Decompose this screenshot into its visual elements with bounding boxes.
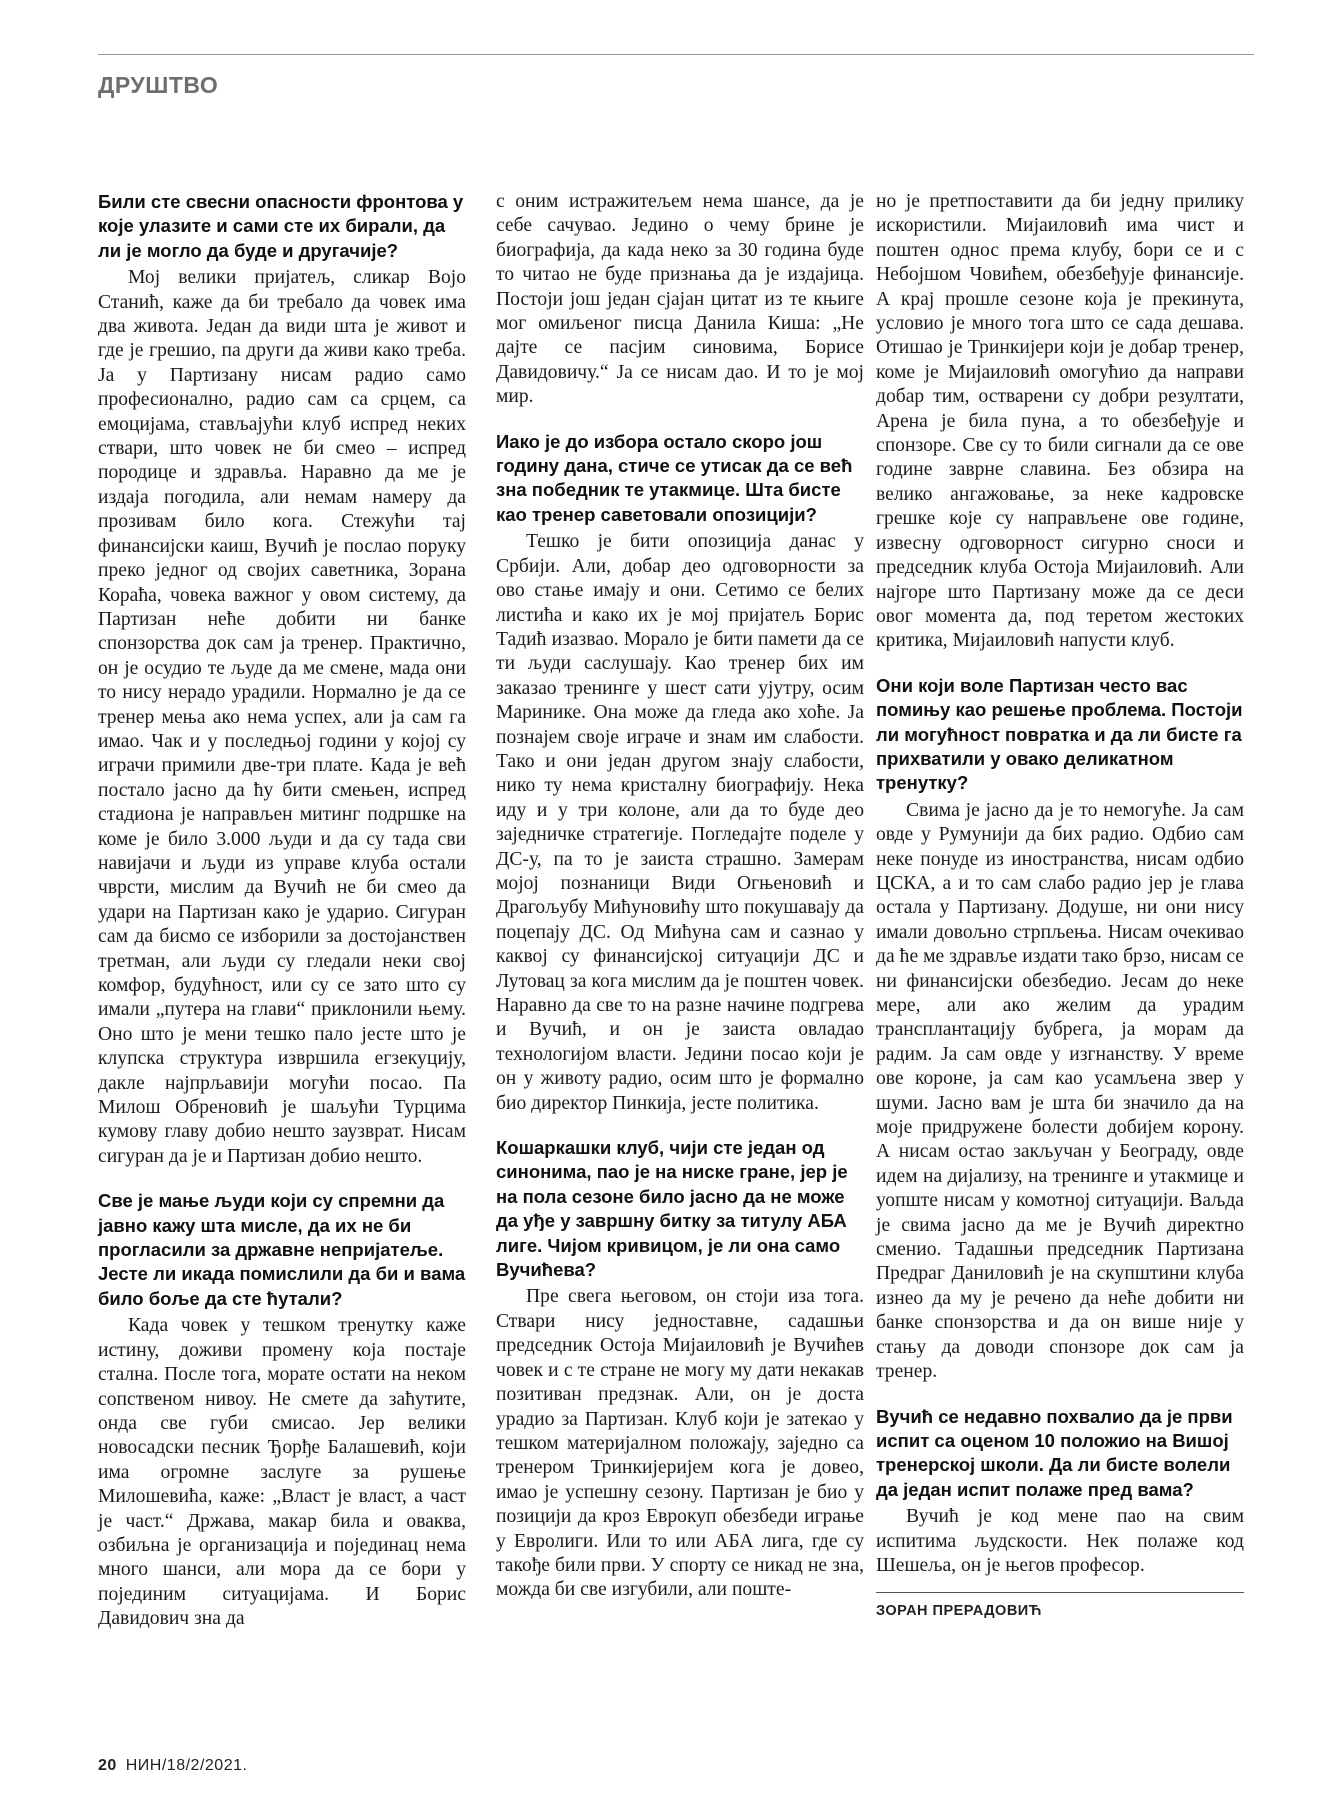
question-5: Они који воле Партизан често вас помињу као решење проблема. Постоји ли могућност повратка и да ли бисте га прихватили у овако деликатном тренутку? xyxy=(876,674,1243,794)
page-number: 20 xyxy=(98,1757,117,1774)
page-footer xyxy=(98,1757,247,1775)
section-label: ДРУШТВО xyxy=(98,72,219,98)
answer-4-continued: но је претпоставити да би једну прилику искористили. Мијаиловић има чист и поштен однос према клубу, бори се и с Небојшом Човићем, обезбеђује финансије. А крај прошле сезоне која је прекинута, условио је много тога што се сада дешава. Отишао је Тринкијери који је добар тренер, коме је Мијаиловић омогућио да направи добар тим, остварени су добри резултати, Арена је била пуна, а то обезбеђује и спонзоре. Све су то били сигнали да се ове године заврне славина. Без обзира на велико ангажовање, за неке кадровске грешке које су направљене ове године, извесну одговорност сигурно сноси и председник клуба Остоја Мијаиловић. Али најгоре што Партизану може да се деси овог момента да, под теретом жестоких критика, Мијаиловић напусти клуб. xyxy=(876,191,1244,652)
spacer xyxy=(98,1169,466,1189)
question-2: Све је мање људи који су спремни да јавно кажу шта мисле, да их не би прогласили за државне непријатеље. Јесте ли икада помислили да би и вама било боље да сте ћутали? xyxy=(98,1190,466,1309)
top-rule xyxy=(98,54,1254,55)
spacer xyxy=(876,1385,1244,1405)
column-2 xyxy=(496,190,864,1603)
column-3 xyxy=(876,190,1244,1619)
question-4: Кошаркашки клуб, чији сте један од синонима, пао је на ниске гране, јер је на пола сезоне било јасно да не може да уђе у завршну битку за титулу АБА лиге. Чијом кривицом, је ли она само Вучићева? xyxy=(496,1137,848,1281)
publication-info: НИН/18/2/2021. xyxy=(125,1757,248,1774)
spacer xyxy=(496,410,864,430)
column-1 xyxy=(98,190,466,1632)
question-1: Били сте свесни опасности фронтова у које улазите и сами сте их бирали, да ли је могло да буде и другачије? xyxy=(98,191,464,261)
author-name: ЗОРАН ПРЕРАДОВИЋ xyxy=(876,1603,1042,1620)
answer-1: Мој велики пријатељ, сликар Војо Станић, каже да би требало да човек има два живота. Један да види шта је живот и где је грешио, па други да живи како треба. Ја у Партизану нисам радио само професионално, радио сам са срцем, са емоцијама, стављајући клуб испред неких ствари, што човек не би смео – испред породице и здравља. Наравно да ме је издаја погодила, али немам намеру да прозивам било кога. Стежући тај финансијски каиш, Вучић је послао поруку преко једног од својих саветника, Зорана Корaћа, човека важног у овом систему, да Партизан неће добити ни банке спонзорства док сам ја тренер. Практично, он је осудио те људе да ме смене, мада они то нису нерадо урадили. Нормално је да се тренер мења ако нема успех, али ја сам га имао. Чак и у последњој години у којој су играчи примили две-три плате. Када је већ постало јасно да ћу бити смењен, испред стадиона је направљен митинг подршке на коме је било 3.000 људи и да су тада сви навијачи и људи из управе клуба остали чврсти, мислим да Вучић не би смео да удари на Партизан како је ударио. Сигуран сам да бисмо се изборили за достојанствен третман, али људи су гледали неки свој комфор, будућност, или су се зато што су имали „путера на глави“ приклонили њему. Оно што је мени тешко пало јесте што је клупска структура извршила егзекуцију, дакле најпрљавији могући посао. Па Милош Обреновић је шаљући Турцима кумову главу добио нешто заузврат. Нисам сигуран да је и Партизан добио нешто. xyxy=(98,267,466,1167)
spacer xyxy=(496,1116,864,1136)
question-3: Иако је до избора остало скоро још годину дана, стиче се утисак да се већ зна победник те утакмице. Шта бисте као тренер саветовали опозицији? xyxy=(496,430,853,525)
answer-3: Тешко је бити опозиција данас у Србији. Али, добар део одговорности за ово стање имају и они. Сетимо се белих листића и како их је мој пријатељ Борис Тадић изазвао. Морало је бити памети да се ти људи саслушају. Као тренер бих им заказао тренинге у шест сати ујутру, осим Маринике. Она може да гледа ако хоће. Ја познајем своје играче и знам им слабости. Тако и они један другом знају слабости, нико ту нема кристалну биографију. Нека иду и у три колоне, али да то буде део заједничке стратегије. Погледајте поделе у ДС-у, па то је заиста страшно. Замерам мојој познаници Види Огњеновић и Драгољубу Мићуновићу што покушавају да поцепају ДС. Од Мићуна сам и сазнао у каквој су финансијској ситуацији ДС и Лутовац за кога мислим да је поштен човек. Наравно да све то на разне начине подгрева и Вучић, и он је заиста овладао технологијом власти. Једини посао који је он у животу радио, осим што је формално био директор Пинкија, јесте политика. xyxy=(496,531,864,1114)
answer-2: Када човек у тешком тренутку каже истину, доживи промену која постаје стална. После тога, морате остати на неком сопственом нивоу. Не смете да заћутите, онда све губи смисао. Јер велики новосадски песник Ђорђе Балашевић, који има огромне заслуге за рушење Милошевића, каже: „Власт је власт, а част је част.“ Држава, макар била и оваква, озбиљна је организација и појединац нема много шанси, али мора да се бори у појединим ситуацијама. И Борис Давидович зна да xyxy=(98,1315,466,1630)
author-rule xyxy=(876,1592,1244,1593)
answer-4: Пре свега његовом, он стоји иза тога. Ствари нису једноставне, садашњи председник Остоја Мијаиловић је Вучићев човек и с те стране не могу му дати некакав позитиван предзнак. Али, он је доста урадио за Партизан. Клуб који је затекао у тешком материјалном положају, заједно са тренером Тринкијеријем кога је довео, имао је успешну сезону. Партизан је био у позицији да кроз Еврокуп обезбеди играње у Евролиги. Или то или АБА лига, где су такође били први. У спорту се никад не зна, можда би све изгубили, али поште- xyxy=(496,1286,864,1601)
spacer xyxy=(876,654,1244,674)
article-columns xyxy=(98,190,1266,1690)
question-6: Вучић се недавно похвалио да је први испит са оценом 10 положио на Вишој тренерској школи. Да ли бисте волели да један испит полаже пред вама? xyxy=(876,1405,1233,1500)
answer-2-continued: с оним истражитељем нема шансе, да је себе сачувао. Једино о чему брине је биографија, да када неко за 30 година буде то читао не буде признања да је издајица. Постоји још један сјајан цитат из те књиге мог омиљеног писца Данила Киша: „Не дајте се пасјим синовима, Борисе Давидовичу.“ Ја се нисам дао. И то је мој мир. xyxy=(496,191,864,408)
answer-5: Свима је јасно да је то немогуће. Ја сам овде у Румунији да бих радио. Одбио сам неке понуде из иностранства, нисам одбио ЦСКА, а и то сам слабо радио јер је глава остала у Партизану. Додуше, ни они нису имали довољно стрпљења. Нисам очекивао да ће ме здравље издати тако брзо, нисам се ни финансијски обезбедио. Јесам до неке мере, али ако желим да урадим трансплантацију бубрега, ја морам да радим. Ја сам овде у изгнанству. У време ове короне, ја сам као усамљена звер у шуми. Јасно вам је шта би значило да на моје придружене болести добијем корону. А нисам остао закључан у Београду, овде идем на дијализу, на тренинге и утакмице и уопште нисам у комотној ситуацији. Ваљда је свима јасно да ме је Вучић директно сменио. Тадашњи председник Партизана Предраг Даниловић је на скупштини клуба изнео да му је речено да неће добити ни банке спонзорства и да он више није у стању да доводи спонзоре док сам ја тренер. xyxy=(876,799,1244,1383)
answer-6: Вучић је код мене пао на свим испитима људскости. Нек полаже код Шешеља, он је његов професор. xyxy=(876,1506,1244,1576)
